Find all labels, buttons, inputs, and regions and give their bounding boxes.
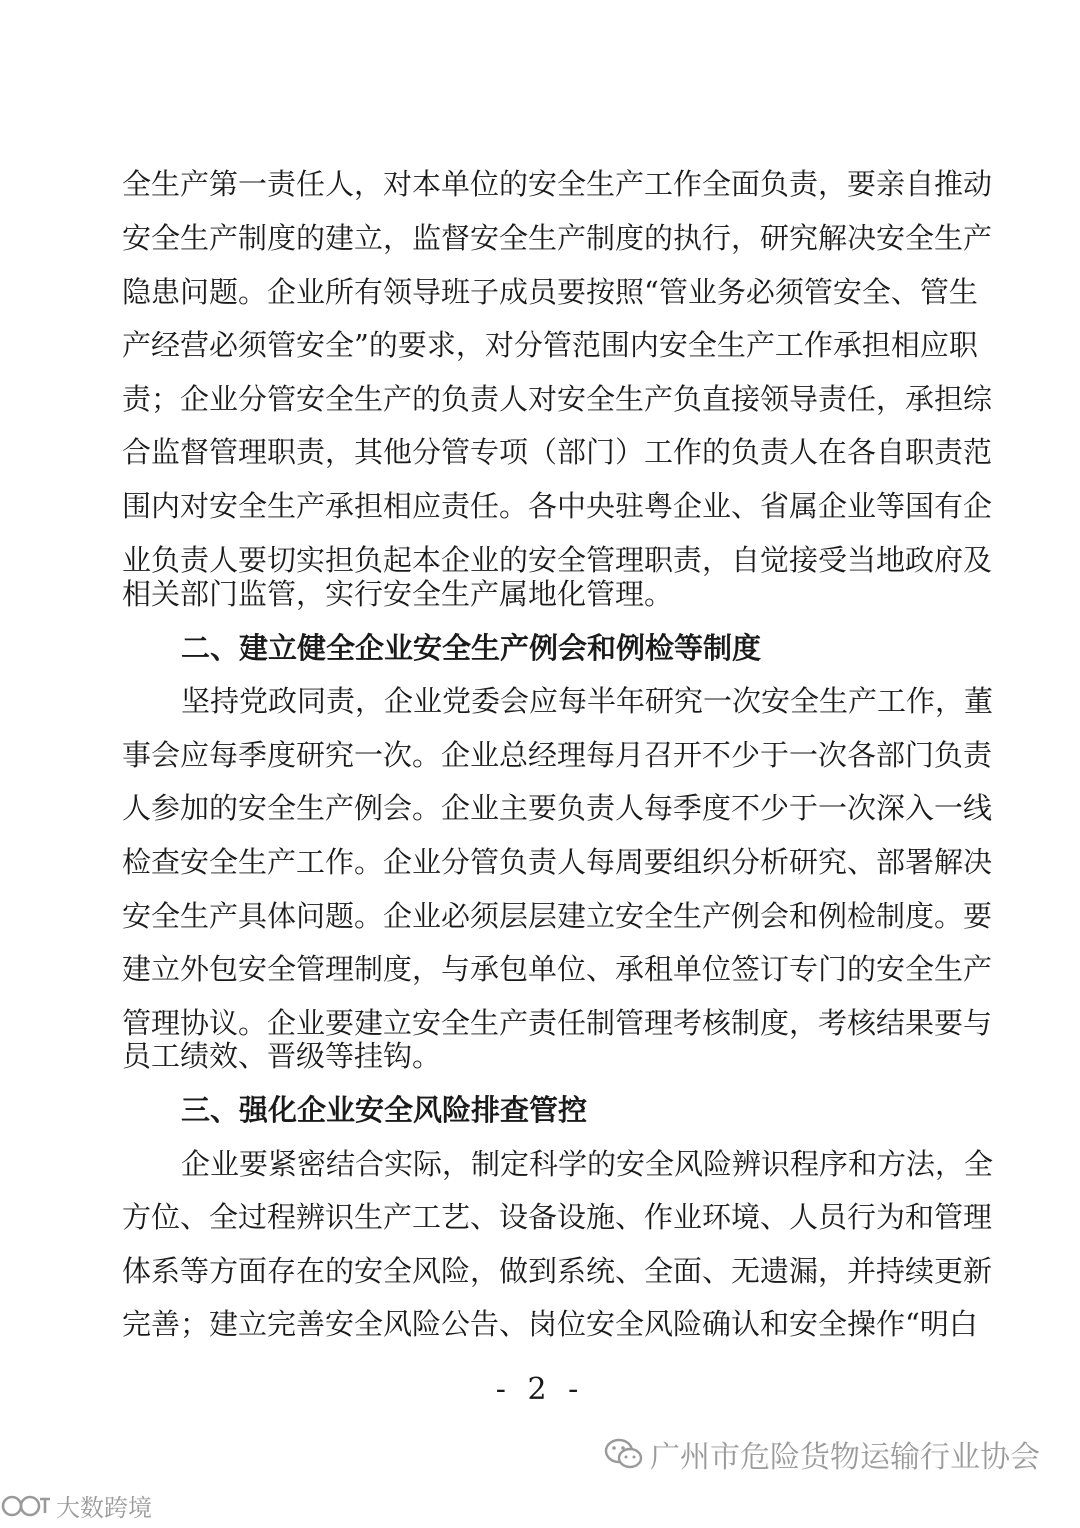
wechat-account-name: 广州市危险货物运输行业协会 <box>650 1440 1040 1475</box>
body-line: 围内对安全生产承担相应责任。各中央驻粤企业、省属企业等国有企 <box>122 489 993 523</box>
wechat-icon <box>604 1437 644 1471</box>
body-line: 企业要紧密结合实际，制定科学的安全风险辨识程序和方法，全 <box>181 1147 994 1181</box>
body-line: 管理协议。企业要建立安全生产责任制管理考核制度，考核结果要与 <box>122 1006 993 1040</box>
body-line: 相关部门监管，实行安全生产属地化管理。 <box>122 577 674 611</box>
body-line: 安全生产制度的建立，监督安全生产制度的执行，研究解决安全生产 <box>122 221 993 255</box>
body-line: 责；企业分管安全生产的负责人对安全生产负直接领导责任，承担综 <box>122 382 993 416</box>
body-line: 方位、全过程辨识生产工艺、设备设施、作业环境、人员行为和管理 <box>122 1200 993 1234</box>
body-line: 体系等方面存在的安全风险，做到系统、全面、无遗漏，并持续更新 <box>122 1254 993 1288</box>
body-line: 完善；建立完善安全风险公告、岗位安全风险确认和安全操作“明白 <box>122 1307 978 1341</box>
body-line: 业负责人要切实担负起本企业的安全管理职责，自觉接受当地政府及 <box>122 543 993 577</box>
body-line: 事会应每季度研究一次。企业总经理每月召开不少于一次各部门负责 <box>122 738 993 772</box>
body-line: 检查安全生产工作。企业分管负责人每周要组织分析研究、部署解决 <box>122 845 993 879</box>
body-line: 产经营必须管安全”的要求，对分管范围内安全生产工作承担相应职 <box>122 328 978 362</box>
page-number: - 2 - <box>495 1372 585 1407</box>
site-watermark <box>0 1488 152 1523</box>
body-line: 全生产第一责任人，对本单位的安全生产工作全面负责，要亲自推动 <box>122 167 993 201</box>
site-name: 大数跨境 <box>56 1494 152 1522</box>
body-line: 合监督管理职责，其他分管专项（部门）工作的负责人在各自职责范 <box>122 435 993 469</box>
body-line: 建立外包安全管理制度，与承包单位、承租单位签订专门的安全生产 <box>122 952 993 986</box>
body-line: 坚持党政同责，企业党委会应每半年研究一次安全生产工作，董 <box>181 684 994 718</box>
bigdata-logo-icon <box>0 1491 52 1521</box>
body-line: 隐患问题。企业所有领导班子成员要按照“管业务必须管安全、管生 <box>122 275 978 309</box>
body-line: 员工绩效、晋级等挂钩。 <box>122 1039 442 1073</box>
body-line: 人参加的安全生产例会。企业主要负责人每季度不少于一次深入一线 <box>122 791 993 825</box>
wechat-watermark <box>604 1432 1040 1476</box>
section-heading: 二、建立健全企业安全生产例会和例检等制度 <box>181 631 762 665</box>
body-line: 安全生产具体问题。企业必须层层建立安全生产例会和例检制度。要 <box>122 899 993 933</box>
section-heading: 三、强化企业安全风险排查管控 <box>181 1093 588 1127</box>
